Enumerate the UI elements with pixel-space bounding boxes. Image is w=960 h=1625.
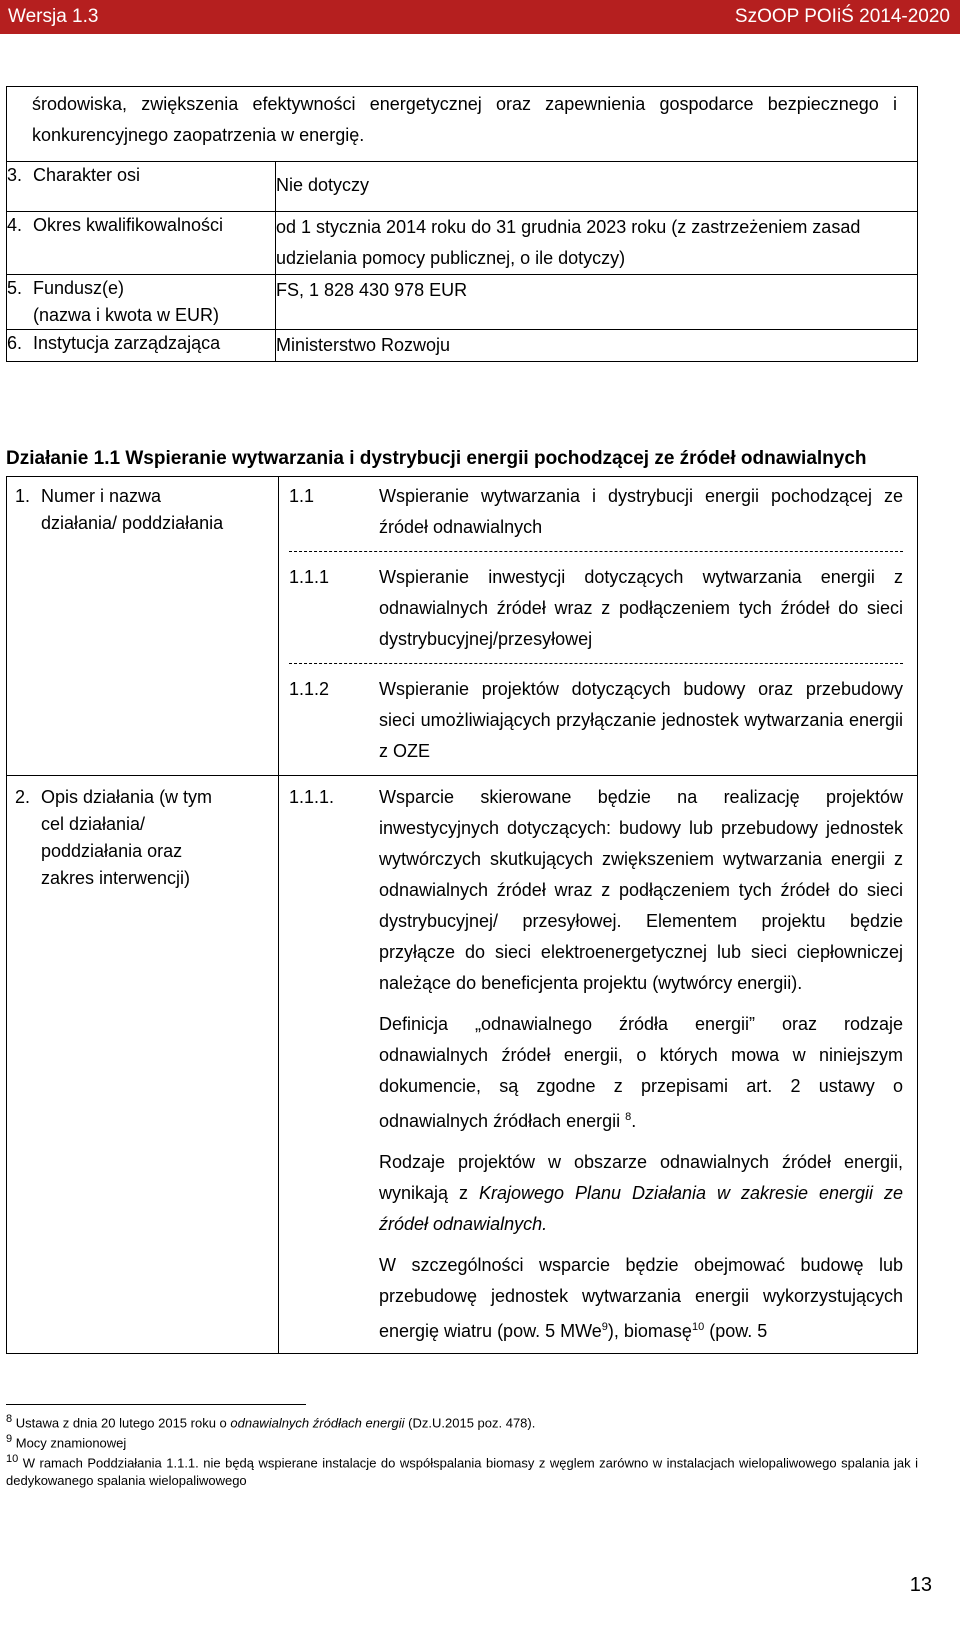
item-number: 1.1.1 — [289, 567, 330, 587]
label-cell: 3. Charakter osi — [7, 162, 276, 212]
label-cell: 6. Instytucja zarządzająca — [7, 330, 276, 362]
label-cell: 2. Opis działania (w tym cel działania/ poddziałania oraz zakres interwencji) — [7, 776, 279, 1354]
item-text: Wspieranie projektów dotyczących budowy oraz przebudowy sieci umożliwiających przyłączanie jednostek wytwarzania energii z OZE — [379, 679, 903, 761]
row-label-sub: cel działania/ — [41, 814, 146, 834]
footnote: $^{10}$ W ramach Poddziałania 1.1.1. nie będą wspierane instalacje do współspalania biomasy z węglem zarówno w instalacjach wielopaliwowego spalania jak i dedykowanego spalania wielopaliwowego — [6, 1453, 918, 1489]
project-types-paragraph: Rodzaje projektów w obszarze odnawialnych źródeł energii, wynikają z Krajowego Planu Działania w zakresie energii ze źródeł odnawialnych. — [379, 1152, 903, 1234]
table-row — [7, 477, 918, 776]
list-item — [289, 552, 903, 664]
version-label: Wersja 1.3 — [8, 6, 99, 27]
item-number: 1.1.2 — [289, 679, 330, 699]
footnote: $^9$ Mocy znamionowej — [6, 1433, 127, 1451]
row-label: Numer i nazwa — [41, 486, 162, 506]
footnote-ref: 9 — [601, 1321, 608, 1333]
row-label: Okres kwalifikowalności — [33, 215, 224, 235]
table-row — [7, 212, 918, 275]
list-item — [289, 477, 903, 552]
footnote-ref: 10 — [691, 1321, 705, 1333]
row-label: Opis działania (w tym — [41, 787, 213, 807]
item-number: 1.1.1. — [289, 787, 335, 807]
label-cell: 4. Okres kwalifikowalności — [7, 212, 276, 275]
action-heading: Działanie 1.1 Wspieranie wytwarzania i dystrybucji energii pochodzącej ze źródeł odnawialnych — [6, 448, 867, 469]
row-label-sub: zakres interwencji) — [41, 868, 191, 888]
page-header — [0, 0, 960, 34]
row-value: od 1 stycznia 2014 roku do 31 grudnia 2023 roku (z zastrzeżeniem zasad udzielania pomocy publicznej, o ile dotyczy) — [276, 212, 918, 275]
row-label: Fundusz(e) — [33, 278, 125, 298]
item-text: Wspieranie inwestycji dotyczących wytwarzania energii z odnawialnych źródeł wraz z podłączeniem tych źródeł do sieci dystrybucyjnej/przesyłowej — [379, 567, 903, 649]
row-label-sub: poddziałania oraz — [41, 841, 183, 861]
plan-title: Krajowego Planu Działania w zakresie energii ze źródeł odnawialnych. — [379, 1183, 903, 1234]
page-number: 13 — [909, 1574, 932, 1596]
axis-description-cell — [7, 87, 918, 162]
support-paragraph: W szczególności wsparcie będzie obejmować budowę lub przebudowę jednostek wytwarzania energii wykorzystujących energię wiatru (pow. 5 MWe$^9$), biomasę$^{10}$ (pow. 5 — [379, 1255, 903, 1341]
row-label: Charakter osi — [33, 165, 141, 185]
description-cell — [279, 776, 918, 1354]
table-row — [7, 162, 918, 212]
row-label-sub: działania/ poddziałania — [41, 513, 224, 533]
table-row — [7, 330, 918, 362]
axis-table — [6, 86, 918, 362]
table-row — [7, 275, 918, 330]
action-table — [6, 476, 918, 1354]
row-value: Ministerstwo Rozwoju — [276, 330, 918, 362]
footnote-ref: 8 — [625, 1111, 632, 1123]
label-cell: 5. Fundusz(e) (nazwa i kwota w EUR) — [7, 275, 276, 330]
subaction-list — [279, 477, 918, 776]
label-cell: 1. Numer i nazwa działania/ poddziałania — [7, 477, 279, 776]
definition-paragraph: Definicja „odnawialnego źródła energii” oraz rodzaje odnawialnych źródeł energii, o których mowa w niniejszym dokumencie, są zgodne z przepisami art. 2 ustawy o odnawialnych źródłach energii $^8$. — [379, 1014, 903, 1131]
row-label: Instytucja zarządzająca — [33, 333, 221, 353]
axis-description: środowiska, zwiększenia efektywności energetycznej oraz zapewnienia gospodarce bezpiecznego i konkurencyjnego zaopatrzenia w energię. — [32, 94, 897, 145]
footnote-separator — [6, 1404, 306, 1405]
description-paragraph: Wsparcie skierowane będzie na realizację projektów inwestycyjnych dotyczących: budowy lub przebudowy jednostek wytwórczych skutkujących zwiększeniem wytwarzania energii z odnawialnych źródeł wraz z podłączeniem tych źródeł do sieci dystrybucyjnej/ przesyłowej. Elementem projektu będzie przyłącze do sieci elektroenergetycznej lub sieci ciepłowniczej należące do beneficjenta projektu (wytwórcy energii). — [379, 787, 903, 993]
row-value: FS, 1 828 430 978 EUR — [276, 275, 918, 330]
footnote: $^8$ Ustawa z dnia 20 lutego 2015 roku o odnawialnych źródłach energii (Dz.U.2015 poz. 478). — [6, 1413, 536, 1431]
item-number: 1.1 — [289, 486, 315, 506]
item-text: Wspieranie wytwarzania i dystrybucji energii pochodzącej ze źródeł odnawialnych — [379, 486, 903, 537]
table-row — [7, 776, 918, 1354]
document-title: SzOOP POIiŚ 2014-2020 — [734, 6, 950, 27]
row-value: Nie dotyczy — [276, 162, 918, 212]
list-item — [289, 664, 903, 775]
row-label-sub: (nazwa i kwota w EUR) — [33, 305, 220, 325]
